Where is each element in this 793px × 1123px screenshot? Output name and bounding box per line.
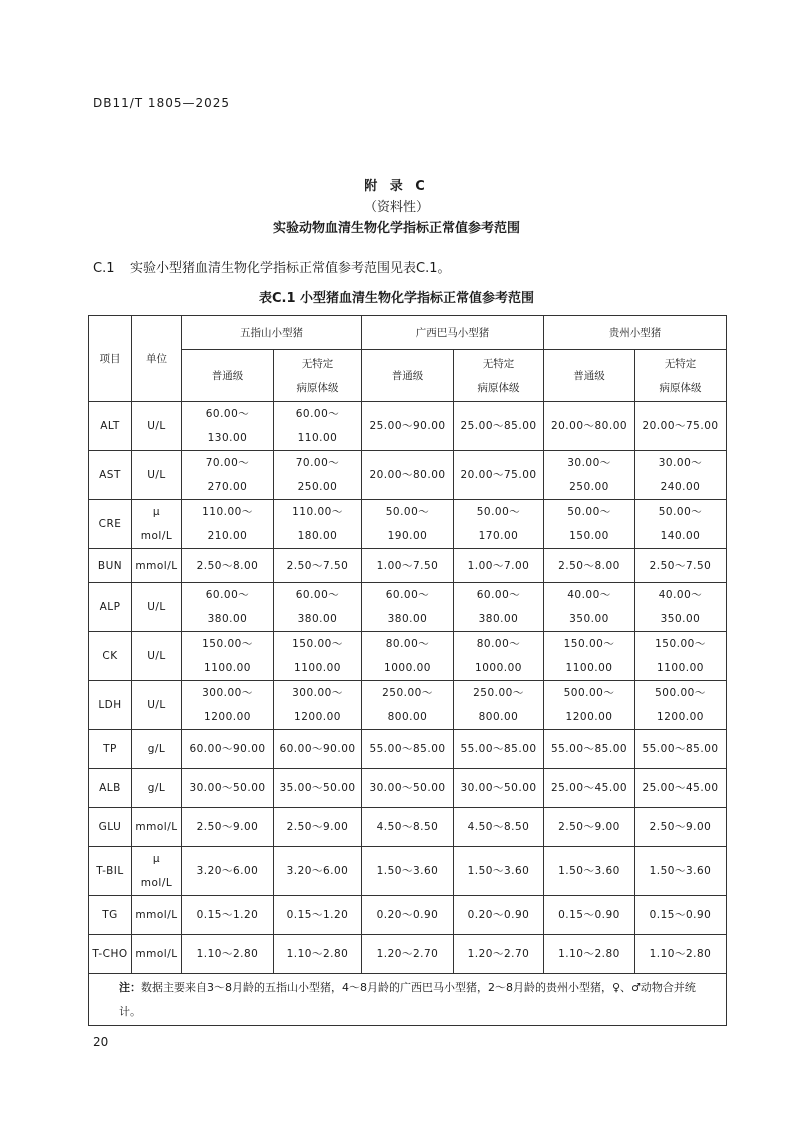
cell-value: 150.00～ 1100.00 xyxy=(182,632,274,681)
cell-item: BUN xyxy=(89,549,132,583)
cell-value: 60.00～ 380.00 xyxy=(362,583,454,632)
header-group-bama: 广西巴马小型猪 xyxy=(362,316,544,350)
cell-value: 1.00～7.50 xyxy=(362,549,454,583)
cell-value: 30.00～ 240.00 xyxy=(635,451,727,500)
header-spf-line1: 无特定 xyxy=(482,357,515,370)
cell-value: 0.15～1.20 xyxy=(274,896,362,935)
page-number: 20 xyxy=(93,1035,109,1049)
cell-value: 80.00～ 1000.00 xyxy=(362,632,454,681)
cell-value: 60.00～ 130.00 xyxy=(182,402,274,451)
cell-value: 25.00～45.00 xyxy=(635,769,727,808)
table-row xyxy=(89,769,727,808)
cell-value: 3.20～6.00 xyxy=(274,847,362,896)
cell-value: 1.50～3.60 xyxy=(362,847,454,896)
cell-unit: g/L xyxy=(132,730,182,769)
table-row xyxy=(89,730,727,769)
cell-item: TP xyxy=(89,730,132,769)
cell-unit: mmol/L xyxy=(132,808,182,847)
cell-value: 30.00～50.00 xyxy=(362,769,454,808)
table-row xyxy=(89,632,727,681)
cell-value: 3.20～6.00 xyxy=(182,847,274,896)
cell-unit: mmol/L xyxy=(132,935,182,974)
cell-item: LDH xyxy=(89,681,132,730)
cell-value: 50.00～ 140.00 xyxy=(635,500,727,549)
cell-value: 40.00～ 350.00 xyxy=(544,583,635,632)
table-row xyxy=(89,402,727,451)
header-spf-line2: 病原体级 xyxy=(296,381,339,394)
cell-value: 20.00～80.00 xyxy=(362,451,454,500)
cell-value: 1.10～2.80 xyxy=(544,935,635,974)
cell-value: 250.00～ 800.00 xyxy=(454,681,544,730)
table-row xyxy=(89,583,727,632)
cell-value: 2.50～9.00 xyxy=(635,808,727,847)
appendix-type: （资料性） xyxy=(363,200,429,215)
cell-item: T-BIL xyxy=(89,847,132,896)
appendix-name: 实验动物血清生物化学指标正常值参考范围 xyxy=(272,221,520,236)
header-spf xyxy=(635,350,727,402)
cell-value: 1.10～2.80 xyxy=(182,935,274,974)
note-label: 注： xyxy=(119,980,141,994)
cell-unit: U/L xyxy=(132,632,182,681)
cell-value: 25.00～85.00 xyxy=(454,402,544,451)
table-row xyxy=(89,681,727,730)
cell-unit: mmol/L xyxy=(132,896,182,935)
header-common: 普通级 xyxy=(544,350,635,402)
cell-value: 30.00～50.00 xyxy=(182,769,274,808)
cell-value: 60.00～ 110.00 xyxy=(274,402,362,451)
cell-value: 60.00～ 380.00 xyxy=(454,583,544,632)
cell-value: 1.50～3.60 xyxy=(454,847,544,896)
header-group-wuzhishan: 五指山小型猪 xyxy=(182,316,362,350)
cell-item: ALB xyxy=(89,769,132,808)
header-item: 项目 xyxy=(89,316,132,402)
cell-value: 2.50～9.00 xyxy=(544,808,635,847)
cell-value: 2.50～7.50 xyxy=(274,549,362,583)
cell-value: 60.00～90.00 xyxy=(182,730,274,769)
cell-value: 1.50～3.60 xyxy=(544,847,635,896)
cell-value: 2.50～8.00 xyxy=(544,549,635,583)
cell-value: 4.50～8.50 xyxy=(362,808,454,847)
cell-value: 25.00～90.00 xyxy=(362,402,454,451)
cell-value: 55.00～85.00 xyxy=(635,730,727,769)
cell-value: 55.00～85.00 xyxy=(454,730,544,769)
cell-value: 250.00～ 800.00 xyxy=(362,681,454,730)
reference-range-table xyxy=(88,315,727,1026)
cell-value: 1.20～2.70 xyxy=(454,935,544,974)
header-common: 普通级 xyxy=(182,350,274,402)
cell-value: 0.15～0.90 xyxy=(635,896,727,935)
table-row xyxy=(89,549,727,583)
header-spf xyxy=(274,350,362,402)
cell-value: 70.00～ 250.00 xyxy=(274,451,362,500)
header-spf-line1: 无特定 xyxy=(664,357,697,370)
table-row xyxy=(89,896,727,935)
cell-value: 55.00～85.00 xyxy=(362,730,454,769)
cell-value: 30.00～ 250.00 xyxy=(544,451,635,500)
standard-code-header: DB11/T 1805—2025 xyxy=(93,96,231,110)
header-unit: 单位 xyxy=(132,316,182,402)
cell-value: 55.00～85.00 xyxy=(544,730,635,769)
paragraph-number: C.1 xyxy=(93,261,115,276)
cell-value: 30.00～50.00 xyxy=(454,769,544,808)
table-row xyxy=(89,500,727,549)
header-spf xyxy=(454,350,544,402)
cell-value: 0.15～0.90 xyxy=(544,896,635,935)
cell-unit: mmol/L xyxy=(132,549,182,583)
table-row xyxy=(89,451,727,500)
cell-unit: U/L xyxy=(132,402,182,451)
cell-value: 20.00～75.00 xyxy=(635,402,727,451)
cell-item: CK xyxy=(89,632,132,681)
cell-value: 70.00～ 270.00 xyxy=(182,451,274,500)
cell-unit: g/L xyxy=(132,769,182,808)
header-spf-line2: 病原体级 xyxy=(659,381,702,394)
cell-value: 110.00～ 180.00 xyxy=(274,500,362,549)
header-common: 普通级 xyxy=(362,350,454,402)
cell-value: 20.00～80.00 xyxy=(544,402,635,451)
cell-value: 1.10～2.80 xyxy=(635,935,727,974)
cell-value: 35.00～50.00 xyxy=(274,769,362,808)
cell-value: 50.00～ 150.00 xyxy=(544,500,635,549)
cell-value: 20.00～75.00 xyxy=(454,451,544,500)
appendix-title: 附 录 C xyxy=(364,179,429,194)
cell-value: 1.50～3.60 xyxy=(635,847,727,896)
paragraph-c1 xyxy=(93,257,450,276)
table-caption: 表C.1 小型猪血清生物化学指标正常值参考范围 xyxy=(258,291,535,306)
table-note xyxy=(89,974,727,1026)
cell-value: 1.10～2.80 xyxy=(274,935,362,974)
paragraph-text: 实验小型猪血清生物化学指标正常值参考范围见表C.1。 xyxy=(130,261,451,276)
cell-value: 500.00～ 1200.00 xyxy=(544,681,635,730)
cell-item: T-CHO xyxy=(89,935,132,974)
cell-value: 2.50～9.00 xyxy=(274,808,362,847)
cell-value: 1.00～7.00 xyxy=(454,549,544,583)
cell-value: 150.00～ 1100.00 xyxy=(544,632,635,681)
cell-item: ALP xyxy=(89,583,132,632)
cell-value: 150.00～ 1100.00 xyxy=(274,632,362,681)
cell-value: 80.00～ 1000.00 xyxy=(454,632,544,681)
cell-value: 50.00～ 190.00 xyxy=(362,500,454,549)
cell-value: 300.00～ 1200.00 xyxy=(274,681,362,730)
header-spf-line2: 病原体级 xyxy=(477,381,520,394)
cell-value: 4.50～8.50 xyxy=(454,808,544,847)
cell-value: 60.00～ 380.00 xyxy=(182,583,274,632)
cell-item: AST xyxy=(89,451,132,500)
note-row xyxy=(89,974,727,1026)
cell-unit: U/L xyxy=(132,451,182,500)
cell-value: 50.00～ 170.00 xyxy=(454,500,544,549)
cell-value: 110.00～ 210.00 xyxy=(182,500,274,549)
cell-value: 500.00～ 1200.00 xyxy=(635,681,727,730)
cell-item: TG xyxy=(89,896,132,935)
note-text: 数据主要来自3～8月龄的五指山小型猪，4～8月龄的广西巴马小型猪，2～8月龄的贵州小型猪，♀、♂动物合并统计。 xyxy=(119,980,696,1018)
cell-item: ALT xyxy=(89,402,132,451)
cell-value: 2.50～8.00 xyxy=(182,549,274,583)
cell-value: 1.20～2.70 xyxy=(362,935,454,974)
cell-item: CRE xyxy=(89,500,132,549)
cell-value: 60.00～ 380.00 xyxy=(274,583,362,632)
table-row xyxy=(89,808,727,847)
cell-item: GLU xyxy=(89,808,132,847)
header-spf-line1: 无特定 xyxy=(301,357,334,370)
header-group-guizhou: 贵州小型猪 xyxy=(544,316,727,350)
cell-value: 150.00～ 1100.00 xyxy=(635,632,727,681)
cell-unit: U/L xyxy=(132,681,182,730)
cell-value: 2.50～9.00 xyxy=(182,808,274,847)
cell-value: 60.00～90.00 xyxy=(274,730,362,769)
cell-value: 2.50～7.50 xyxy=(635,549,727,583)
cell-unit: μ mol/L xyxy=(132,500,182,549)
cell-value: 40.00～ 350.00 xyxy=(635,583,727,632)
cell-unit: U/L xyxy=(132,583,182,632)
cell-value: 300.00～ 1200.00 xyxy=(182,681,274,730)
table-row xyxy=(89,847,727,896)
cell-value: 0.20～0.90 xyxy=(362,896,454,935)
cell-value: 25.00～45.00 xyxy=(544,769,635,808)
cell-value: 0.15～1.20 xyxy=(182,896,274,935)
cell-unit: μ mol/L xyxy=(132,847,182,896)
table-row xyxy=(89,935,727,974)
cell-value: 0.20～0.90 xyxy=(454,896,544,935)
